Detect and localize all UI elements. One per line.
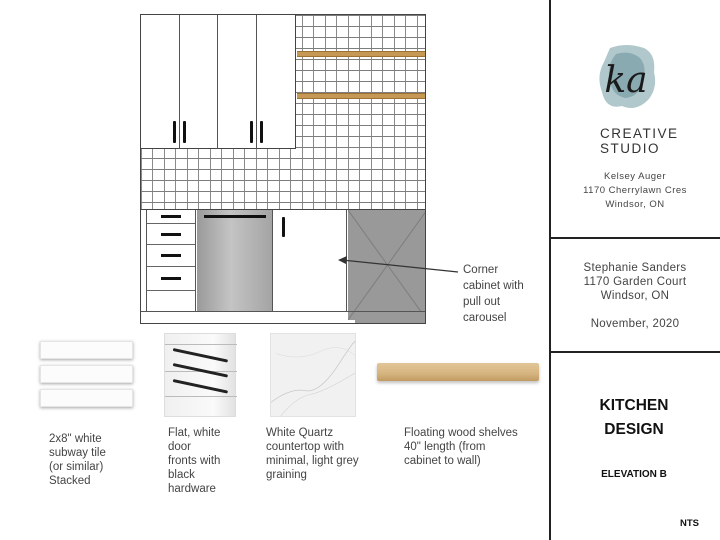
subway-tile-sample bbox=[40, 389, 133, 407]
quartz-countertop-sample bbox=[270, 333, 356, 417]
cabinet-hardware-sample bbox=[164, 333, 236, 417]
drawer bbox=[147, 291, 195, 312]
subway-tile-sample bbox=[40, 341, 133, 359]
cabinet-handle bbox=[260, 121, 263, 143]
ka-logo-mark bbox=[596, 40, 666, 120]
project-date: November, 2020 bbox=[590, 318, 680, 330]
cabinet-handle bbox=[183, 121, 186, 143]
cabinet-handle bbox=[250, 121, 253, 143]
dishwasher bbox=[197, 210, 273, 312]
toe-kick bbox=[141, 311, 426, 324]
drawer bbox=[147, 267, 195, 291]
upper-cabinets bbox=[141, 15, 296, 149]
shelf-label: Floating wood shelves 40" length (from cabinet to wall) bbox=[404, 427, 518, 467]
floating-shelf-upper bbox=[297, 51, 426, 57]
subway-tile-sample bbox=[40, 365, 133, 383]
cabinet-label: Flat, white door fronts with black hardware bbox=[168, 427, 221, 495]
dishwasher-handle bbox=[204, 215, 266, 218]
cabinet-handle bbox=[282, 217, 285, 237]
corner-cabinet-callout: Corner cabinet with pull out carousel bbox=[463, 264, 524, 324]
quartz-label: White Quartz countertop with minimal, light grey graining bbox=[266, 427, 359, 481]
studio-name: CREATIVE STUDIO bbox=[600, 126, 679, 156]
drawer bbox=[147, 210, 195, 224]
wood-shelf-sample bbox=[377, 363, 539, 381]
drawer-stack bbox=[146, 210, 196, 312]
title-block-divider bbox=[549, 237, 720, 239]
designer-info: Kelsey Auger 1170 Cherrylawn Cres Windsor, ON bbox=[583, 171, 687, 210]
title-block-divider bbox=[549, 351, 720, 353]
floating-shelf-lower bbox=[297, 93, 426, 99]
drawer bbox=[147, 245, 195, 267]
client-info: Stephanie Sanders 1170 Garden Court Windsor, ON bbox=[583, 262, 687, 302]
callout-arrow bbox=[330, 250, 460, 280]
subway-tile-label: 2x8" white subway tile (or similar) Stacked bbox=[49, 433, 106, 487]
drawing-subtitle: ELEVATION B bbox=[601, 469, 667, 480]
logo-text: ka bbox=[604, 60, 648, 101]
drawing-title: KITCHEN DESIGN bbox=[599, 397, 669, 438]
scale-note: NTS bbox=[680, 518, 699, 529]
drawer bbox=[147, 224, 195, 245]
cabinet-handle bbox=[173, 121, 176, 143]
